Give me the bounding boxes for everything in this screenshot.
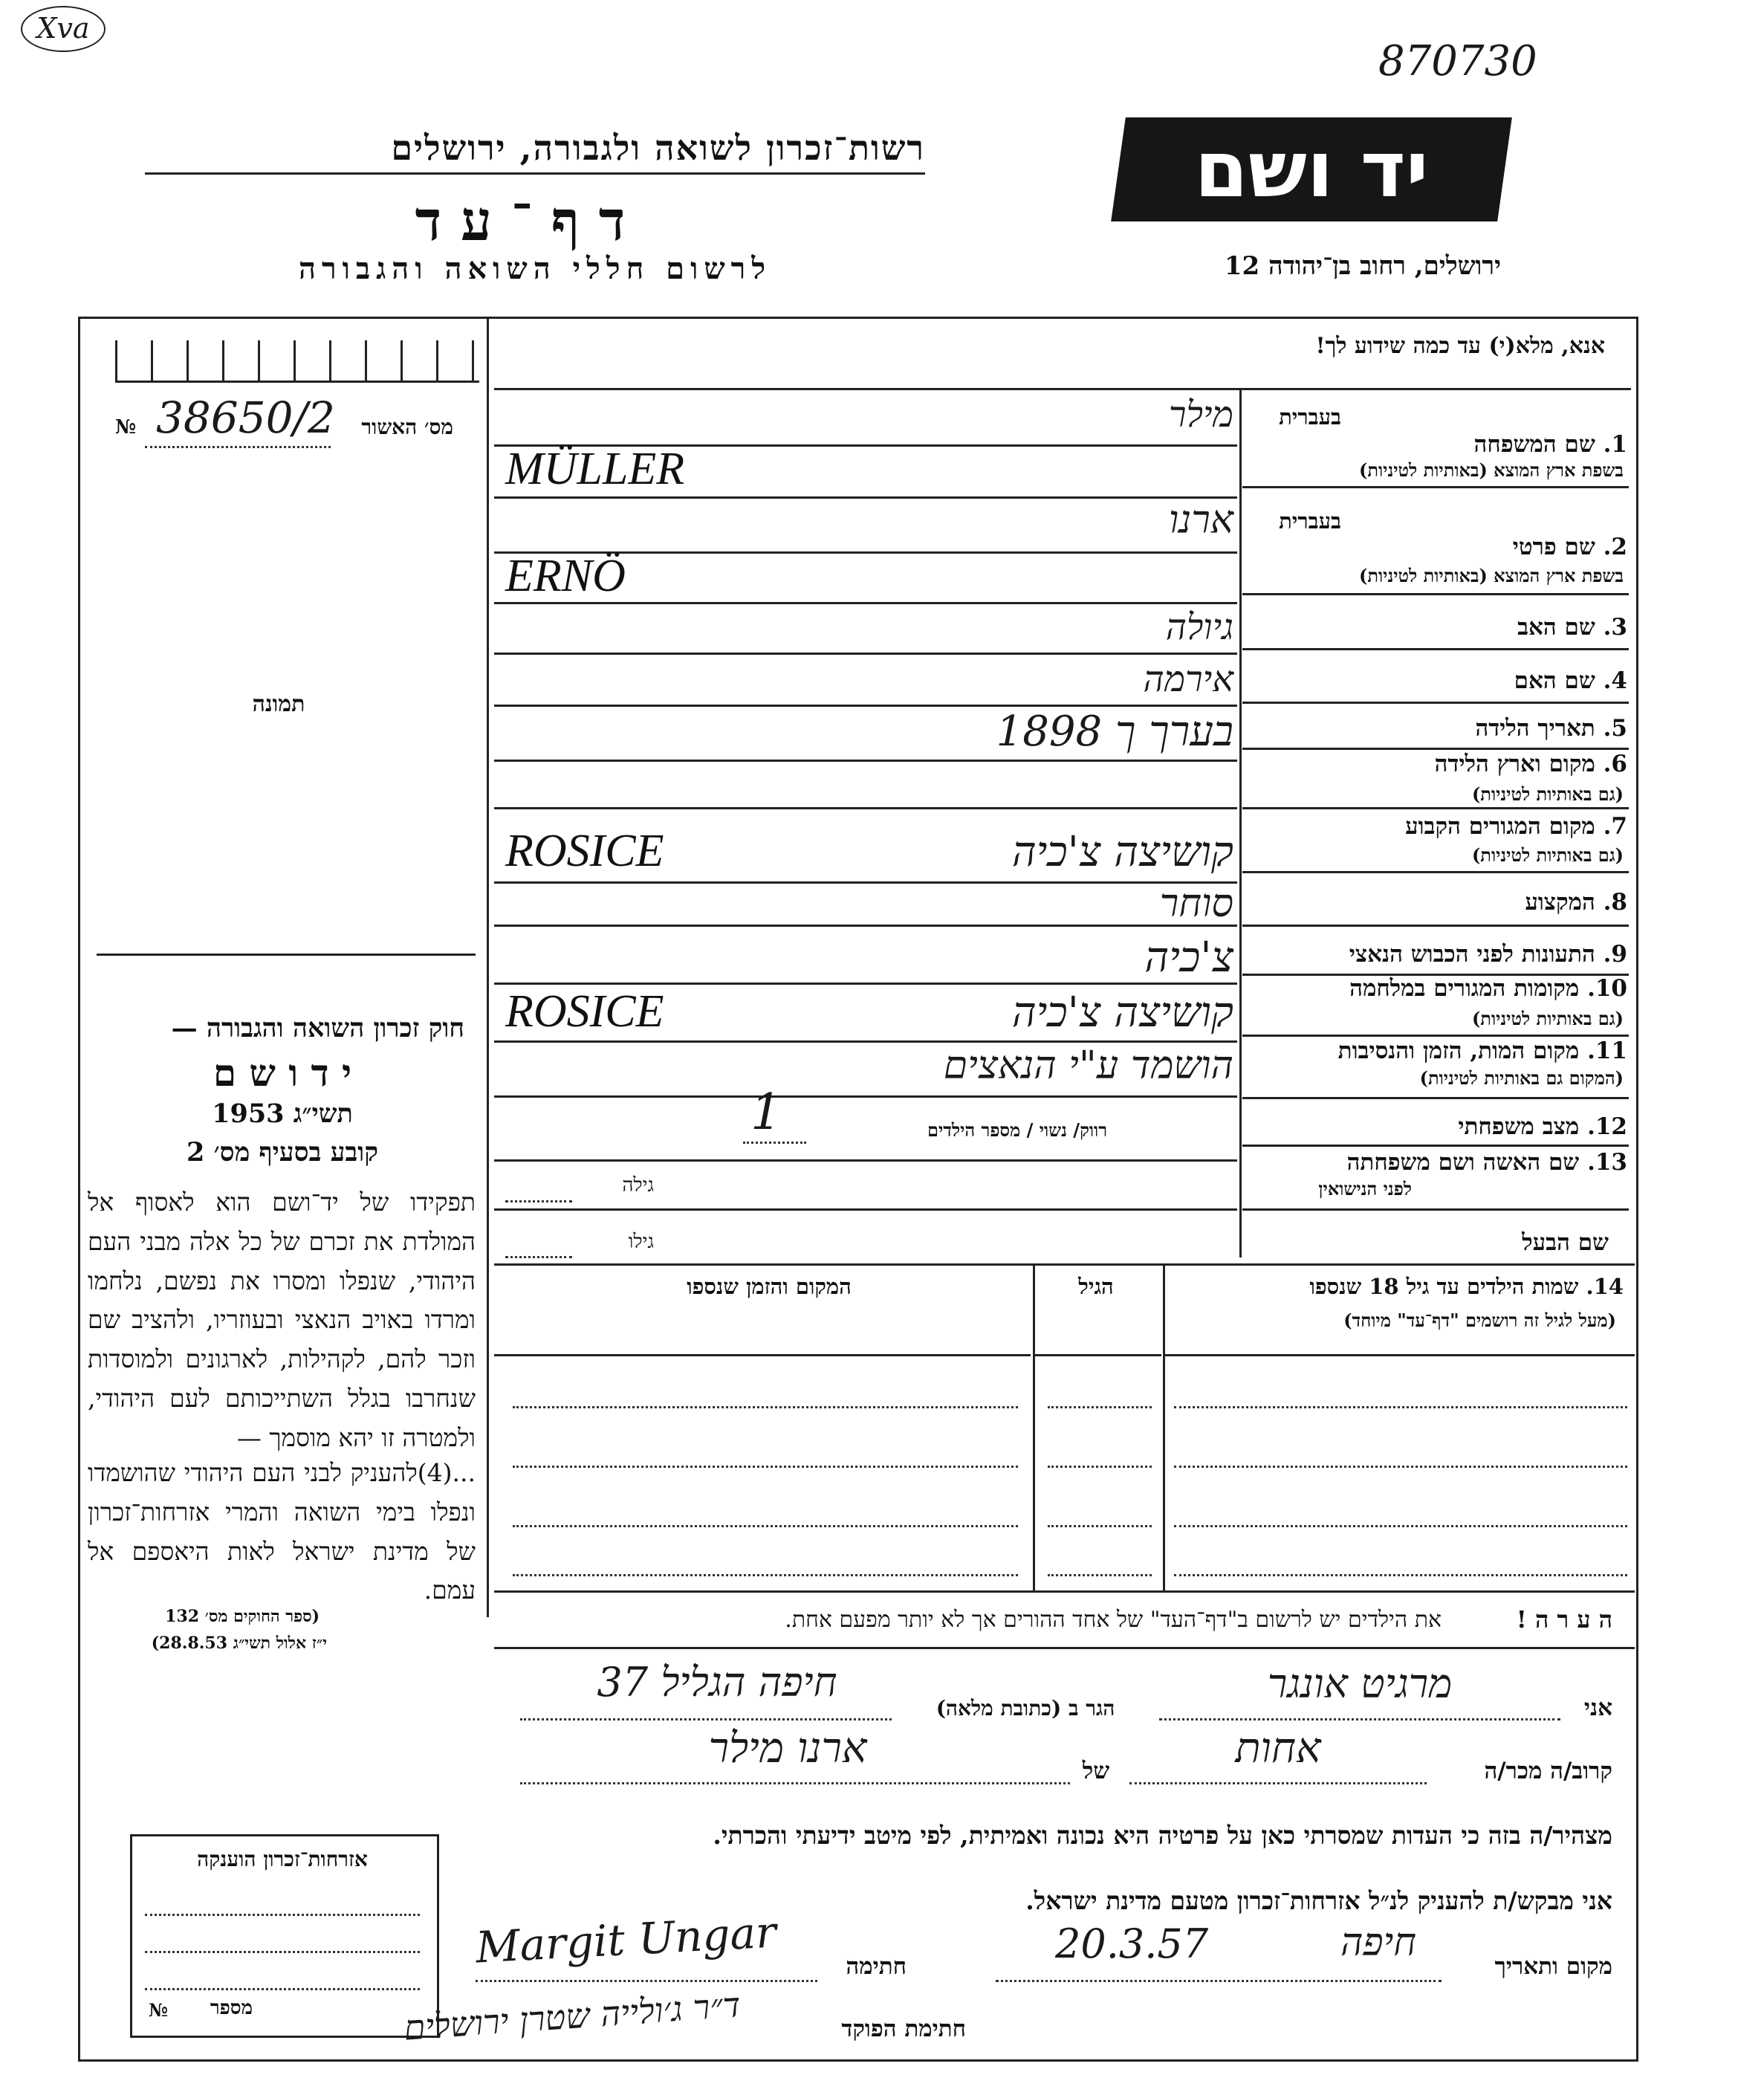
- children-label: 14. שמות הילדים עד גיל 18 שנספו: [1309, 1274, 1624, 1299]
- field-13-sub: לפני הנישואין: [1318, 1178, 1412, 1200]
- archive-stamp: Xva: [21, 6, 106, 52]
- field-12-value: 1: [750, 1084, 782, 1141]
- law-title: חוק זכרון השואה והגבורה —: [171, 1013, 464, 1043]
- authority-title: רשות־זכרון לשואה ולגבורה, ירושלים: [391, 128, 925, 168]
- place-value: חיפה: [1340, 1920, 1417, 1965]
- field-4-value: אירמה: [1143, 658, 1233, 700]
- children-age-header: הגיל: [1078, 1274, 1114, 1299]
- of-name: ארנו מילר: [708, 1724, 867, 1773]
- field-5-value: בערך ך 1898: [996, 708, 1233, 756]
- note-text: את הילדים יש לרשום ב"דף־העד" של אחד ההורים אך לא יותר מפעם אחת.: [785, 1607, 1442, 1633]
- field-9-label: 9. התעונות לפני הכבוש הנאצי: [1349, 941, 1627, 968]
- field-10-latin: ROSICE: [505, 986, 664, 1037]
- date-value: 20.3.57: [1055, 1920, 1209, 1967]
- field-7-sub: (גם באותיות לטיניות): [1471, 844, 1624, 866]
- request-text: אני מבקש/ת להעניק לנ״ל אזרחות־זכרון מטעם מדינת ישראל.: [1025, 1886, 1612, 1915]
- field-13-label: 13. שם האשה ושם משפחתה: [1346, 1149, 1627, 1176]
- law-ref-2: י״ז אלול תשי״ג 28.8.53): [151, 1634, 327, 1653]
- officer-signature: ד״ר ג׳ולייה שטרן ירושלים: [402, 1984, 742, 2048]
- witness-resides-label: הגר ב (כתובת מלאה): [935, 1696, 1115, 1720]
- relation-value: אחות: [1235, 1724, 1321, 1773]
- field-2-pre: בעברית: [1279, 508, 1341, 534]
- law-ref-1: (ספר החוקים מס׳ 132: [165, 1607, 320, 1626]
- registry-tick-boxes: [115, 340, 479, 383]
- field-8-value: סוחר: [1159, 881, 1233, 926]
- law-year: תשי״ג 1953: [212, 1098, 353, 1129]
- wife-age-label: גילה: [622, 1174, 654, 1197]
- witness-address: חיפה הגליל 37: [597, 1659, 837, 1706]
- logo-text: יד ושם: [1194, 124, 1429, 215]
- children-place-header: המקום והזמן שנספו: [687, 1274, 852, 1299]
- field-2-label: 2. שם פרטי: [1512, 534, 1627, 560]
- field-11-label: 11. מקום המות, הזמן והנסיבות: [1337, 1038, 1627, 1064]
- field-12-label: 12. מצב משפחתי: [1458, 1113, 1627, 1140]
- address: ירושלים, רחוב בן־יהודה 12: [1224, 251, 1501, 281]
- law-clause: קובע בסעיף מס׳ 2: [187, 1137, 378, 1168]
- field-6-sub: (גם באותיות לטיניות): [1471, 783, 1624, 805]
- husband-label: שם הבעל: [1522, 1229, 1609, 1256]
- registry-prefix: №: [115, 416, 137, 438]
- note-label: ה ע ר ה !: [1516, 1605, 1612, 1634]
- signature-label: חתימה: [846, 1953, 907, 1980]
- form-title: ד ף ־ ע ד: [415, 190, 626, 253]
- law-text: תפקידו של יד־ושם הוא לאסוף אל המולדת את זכרם של כל אלה מבני העם היהודי, שנפלו ומסרו את נפשם, נלחמו ומרדו באויב הנאצי ובעוזריו, ולהציב שם וזכר להם, לקהילות, לארגונים ולמוסדות שנחרבו בגלל השתייכותם לעם היהודי, ולמטרה זו יהא מוסמך —: [88, 1188, 476, 1452]
- field-7-label: 7. מקום המגורים הקבוע: [1405, 813, 1627, 840]
- field-7-latin: ROSICE: [505, 826, 664, 876]
- witness-i-label: אני: [1583, 1694, 1612, 1721]
- photo-label: תמונה: [252, 691, 305, 717]
- husband-age-label: גילו: [628, 1231, 654, 1253]
- field-1-latin: MÜLLER: [505, 444, 685, 494]
- instruction: אנא, מלא(י) עד כמה שידוע לך!: [1315, 333, 1605, 359]
- field-10-hebrew: קושיצה צ'כיה: [1011, 988, 1233, 1037]
- citizenship-box-title: אזרחות־זכרון הוענקה: [197, 1847, 368, 1871]
- registry-label: מס׳ האשור: [361, 415, 453, 439]
- children-note: (מעל לגיל זה רושמים "דף־עד" מיוחד): [1343, 1310, 1616, 1331]
- field-9-value: צ'כיה: [1144, 933, 1233, 982]
- field-6-label: 6. מקום וארץ הלידה: [1434, 751, 1627, 777]
- citizenship-box-prefix: №: [149, 1999, 169, 2021]
- citizenship-box-number-label: מספר: [210, 1997, 253, 2019]
- relation-label: קרוב/ה מכר/ה: [1484, 1758, 1612, 1784]
- witness-name: מרגיט אונגר: [1267, 1660, 1453, 1707]
- registry-number: 38650/2: [156, 392, 335, 443]
- field-7-hebrew: קושיצה צ'כיה: [1011, 828, 1233, 876]
- law-name: י ד ו ש ם: [213, 1051, 352, 1095]
- field-8-label: 8. המקצוע: [1525, 889, 1627, 916]
- law-text-2: ...(4)להעניק לבני העם היהודי שהושמדו ונפלו בימי השואה והמרי אזרחות־זכרון של מדינת ישראל לאות היאספם אל עמם.: [88, 1458, 476, 1605]
- field-11-value: הושמד ע"י הנאצים: [943, 1043, 1233, 1088]
- field-1-label: 1. שם המשפחה: [1473, 431, 1627, 458]
- field-12-options: רווק/ נשוי / מספר הילדים: [927, 1119, 1107, 1141]
- place-date-label: מקום ותאריך: [1494, 1953, 1612, 1980]
- field-2-sub: בשפת ארץ המוצא (באותיות לטיניות): [1359, 565, 1624, 586]
- field-10-label: 10. מקומות המגורים במלחמה: [1349, 975, 1627, 1002]
- officer-label: חתימת הפוקד: [841, 2016, 966, 2042]
- field-3-label: 3. שם האב: [1517, 614, 1627, 641]
- field-2-latin: ERNÖ: [505, 551, 626, 601]
- field-1-hebrew: מילר: [1168, 394, 1233, 436]
- field-10-sub: (גם באותיות לטיניות): [1471, 1008, 1624, 1029]
- form-subtitle: לרשום חללי השואה והגבורה: [298, 251, 772, 286]
- archive-number: 870730: [1378, 37, 1537, 85]
- field-1-pre: בעברית: [1279, 404, 1341, 430]
- field-1-sub: בשפת ארץ המוצא (באותיות לטיניות): [1359, 459, 1624, 481]
- field-4-label: 4. שם האם: [1514, 667, 1627, 694]
- of-label: של: [1082, 1758, 1110, 1784]
- declaration-text: מצהיר/ה בזה כי העדות שמסרתי כאן על פרטיה היא נכונה ואמיתית, לפי מיטב ידיעתי והכרתי.: [713, 1821, 1612, 1850]
- field-5-label: 5. תאריך הלידה: [1475, 715, 1627, 742]
- field-11-sub: (המקום גם באותיות לטיניות): [1419, 1067, 1624, 1089]
- signature-value: Margit Ungar: [474, 1906, 778, 1973]
- field-3-value: גיולה: [1165, 606, 1233, 648]
- field-2-hebrew: ארנו: [1169, 498, 1233, 543]
